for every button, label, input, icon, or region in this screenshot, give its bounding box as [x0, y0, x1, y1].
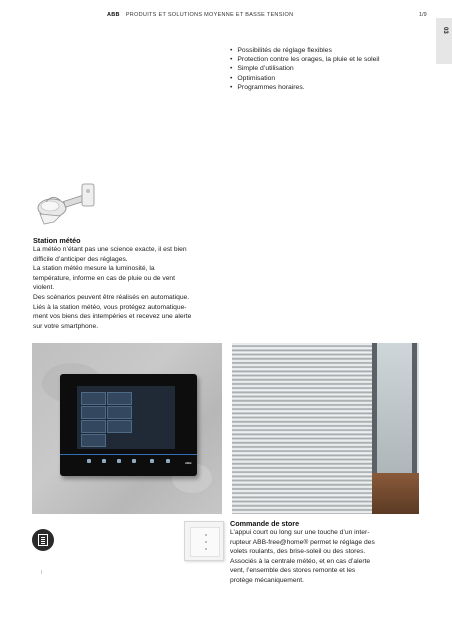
- feature-item: • Protection contre les orages, la pluie et le soleil: [230, 55, 379, 64]
- panel-button-icon: [87, 459, 91, 463]
- meteo-line: sur votre smartphone.: [33, 322, 99, 330]
- meteo-line: température, informe en cas de pluie ou de vent: [33, 274, 176, 282]
- switch-plate: [190, 527, 220, 557]
- meteo-line: violent.: [33, 284, 55, 292]
- page-number: 1/9: [419, 12, 427, 18]
- panel-button-icon: [132, 459, 136, 463]
- section-tab: [436, 18, 452, 64]
- meteo-line: difficile d’anticiper des réglages.: [33, 255, 128, 263]
- feature-item: • Simple d’utilisation: [230, 64, 379, 73]
- store-line: L’appui court ou long sur une touche d’un inter-: [230, 529, 370, 536]
- screen-tile: [81, 434, 106, 447]
- store-title: Commande de store: [230, 519, 300, 528]
- switch-led: [205, 534, 207, 536]
- feature-item: • Programmes horaires.: [230, 83, 379, 92]
- blind-icon: [32, 529, 54, 551]
- meteo-line: Liés à la station météo, vous protégez automatique-: [33, 303, 187, 311]
- decorative-mark: [41, 570, 42, 574]
- panel-button-icon: [102, 459, 106, 463]
- touch-panel-screen: [77, 386, 175, 449]
- store-line: vent, l’ensemble des stores remonte et les: [230, 567, 356, 575]
- meteo-line: ment vos biens des intempéries et recevez une alerte: [33, 313, 192, 321]
- panel-button-icon: [117, 459, 121, 463]
- screen-tile: [81, 420, 106, 433]
- meteo-line: La météo n’étant pas une science exacte, il est bien: [33, 246, 187, 253]
- screen-tile: [81, 406, 106, 419]
- brand-label: ABB: [107, 12, 120, 18]
- switch-led: [205, 541, 207, 543]
- header-title-text: PRODUITS ET SOLUTIONS MOYENNE ET BASSE TENSION: [125, 12, 294, 18]
- store-line: protège mécaniquement.: [230, 576, 304, 584]
- store-line: rupteur ABB-free@home® permet le réglage des: [230, 538, 375, 546]
- weather-station-image: [30, 178, 100, 230]
- store-description: [230, 528, 395, 586]
- meteo-line: Des scénarios peuvent être réalisés en automatique.: [33, 293, 190, 301]
- header-title: [107, 12, 293, 18]
- venetian-blinds: [232, 343, 372, 514]
- meteo-line: La station météo mesure la luminosité, la: [33, 265, 155, 273]
- screen-tile: [107, 392, 132, 405]
- screen-tile: [81, 392, 106, 405]
- store-line: volets roulants, des brise-soleil ou des stores.: [230, 548, 366, 556]
- section-tab-label: 03: [442, 27, 448, 34]
- wall-switch-image: [184, 521, 224, 561]
- panel-button-icon: [150, 459, 154, 463]
- feature-item: • Optimisation: [230, 74, 379, 83]
- store-line: Associés à la centrale météo, et en cas d’alerte: [230, 557, 371, 565]
- blind-icon-glyph: [38, 534, 48, 546]
- screen-tile: [107, 420, 132, 433]
- feature-item: • Possibilités de réglage flexibles: [230, 46, 379, 55]
- panel-button-icon: [166, 459, 170, 463]
- meteo-description: [33, 245, 208, 331]
- switch-led: [205, 548, 207, 550]
- panel-accent-line: [60, 454, 197, 455]
- meteo-title: Station météo: [33, 236, 81, 245]
- feature-list: [230, 46, 379, 92]
- screen-tile: [107, 406, 132, 419]
- blinds-photo: [232, 343, 419, 514]
- wooden-deck: [372, 473, 419, 514]
- window-glass: [377, 343, 412, 473]
- panel-brand-logo: ABB: [185, 461, 192, 465]
- touch-panel: [60, 374, 197, 476]
